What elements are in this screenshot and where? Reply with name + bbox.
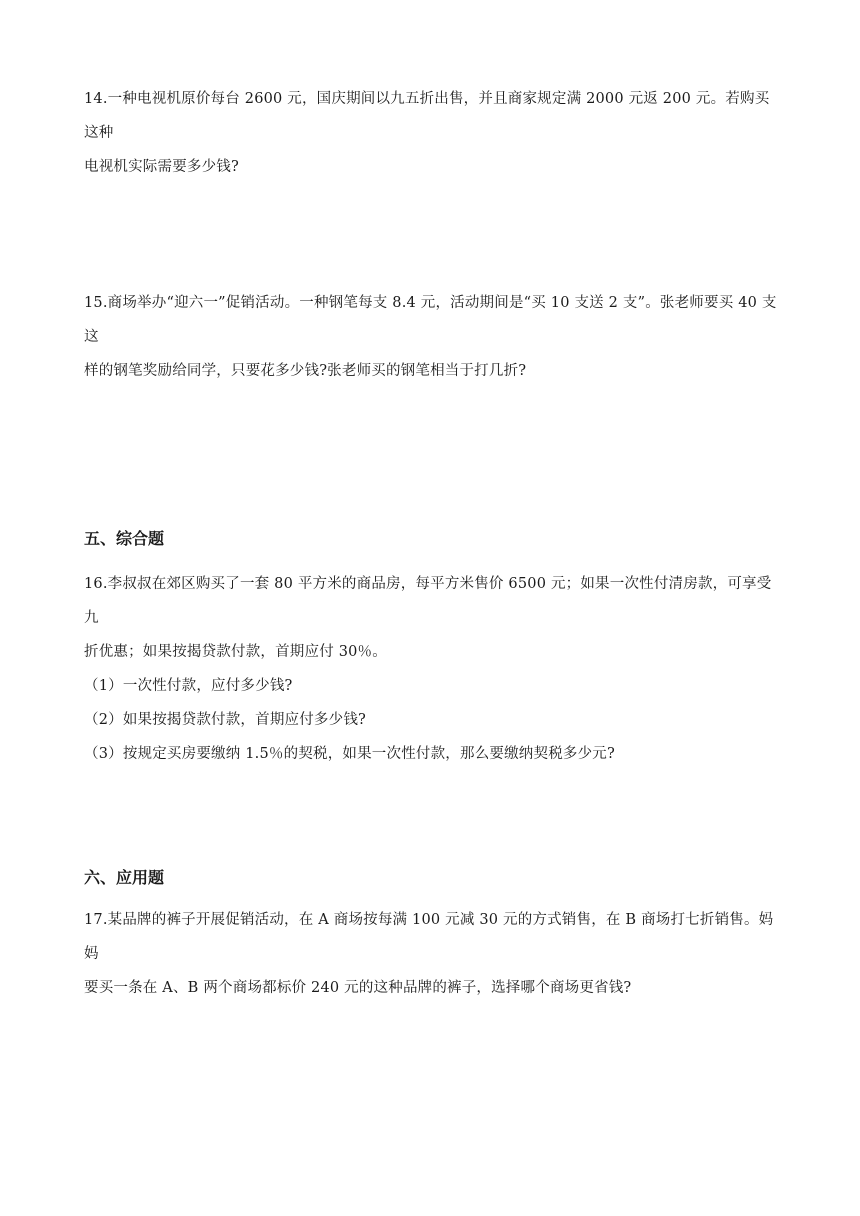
question-15 [84,286,784,388]
section-heading-6: 六、应用题 [84,868,165,887]
question-15-line-1: 15.商场举办“迎六一”促销活动。一种钢笔每支 8.4 元，活动期间是“买 10 支送 2 支”。张老师要买 40 支这 [84,295,777,345]
question-14-line-1: 14.一种电视机原价每台 2600 元，国庆期间以九五折出售，并且商家规定满 2000 元返 200 元。若购买这种 [84,91,770,141]
question-16-part-3: （3）按规定买房要缴纳 1.5％的契税，如果一次性付款，那么要缴纳契税多少元? [84,746,615,762]
question-17-line-1: 17.某品牌的裤子开展促销活动，在 A 商场按每满 100 元减 30 元的方式销售，在 B 商场打七折销售。妈妈 [84,912,774,962]
question-14-line-2: 电视机实际需要多少钱? [84,159,239,175]
question-14 [84,82,784,184]
section-heading-5: 五、综合题 [84,529,165,548]
question-17 [84,903,784,1005]
question-16-line-1: 16.李叔叔在郊区购买了一套 80 平方米的商品房，每平方米售价 6500 元；如果一次性付清房款，可享受九 [84,576,772,626]
question-16-part-2: （2）如果按揭贷款付款，首期应付多少钱? [84,712,366,728]
question-17-line-2: 要买一条在 A、B 两个商场都标价 240 元的这种品牌的裤子，选择哪个商场更省钱? [84,980,632,996]
question-15-line-2: 样的钢笔奖励给同学，只要花多少钱?张老师买的钢笔相当于打几折? [84,363,527,379]
question-16 [84,567,784,771]
question-16-part-1: （1）一次性付款，应付多少钱? [84,678,293,694]
question-16-line-2: 折优惠；如果按揭贷款付款，首期应付 30％。 [84,644,387,660]
